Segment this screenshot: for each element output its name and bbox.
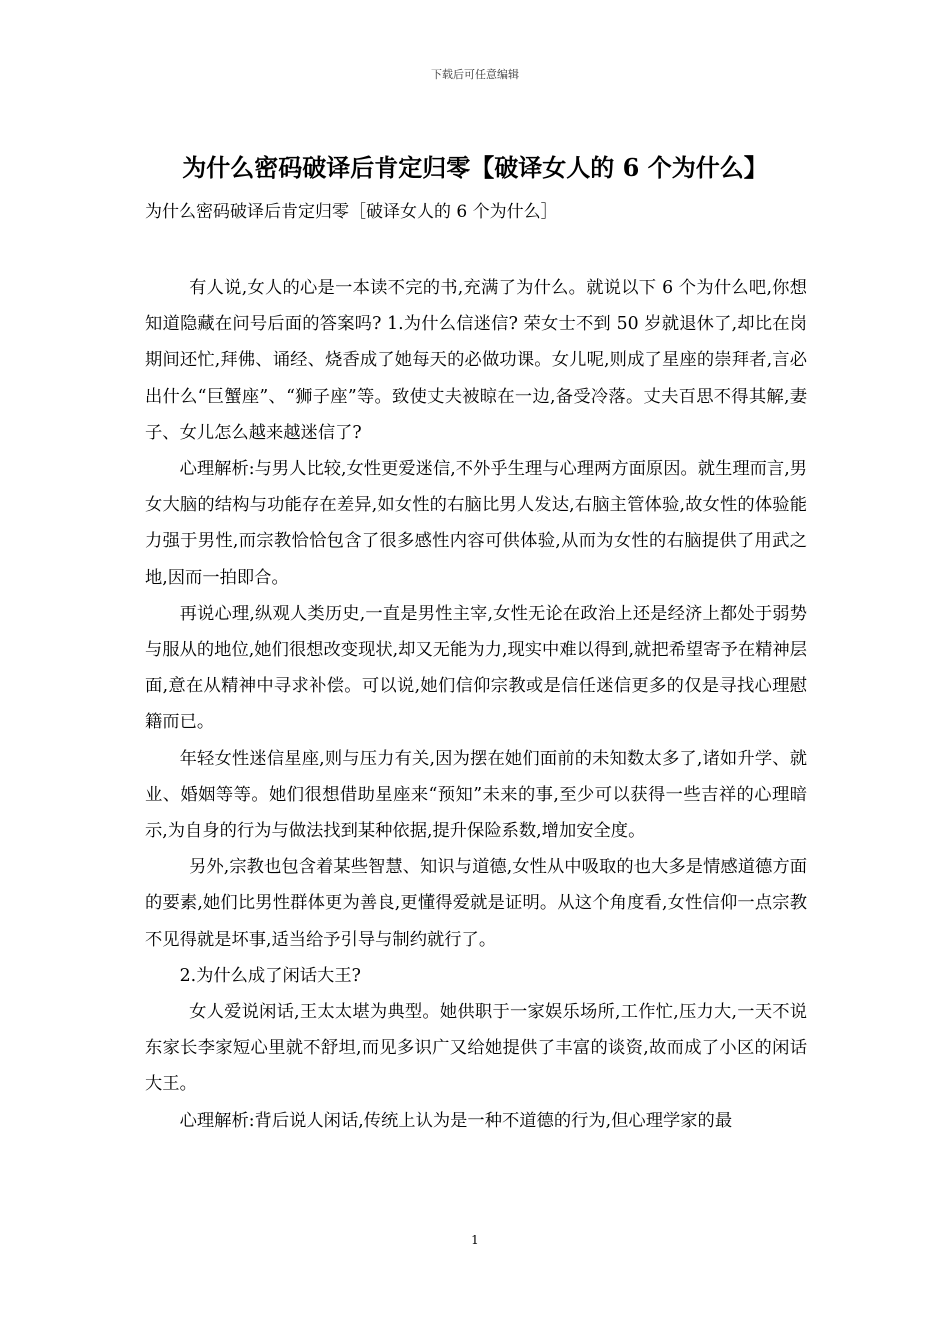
- paragraph: 心理解析:与男人比较,女性更爱迷信,不外乎生理与心理两方面原因。就生理而言,男女大脑的结构与功能存在差异,如女性的右脑比男人发达,右脑主管体验,故女性的体验能力强于男性,而宗教恰恰包含了很多感性内容可供体验,从而为女性的右脑提供了用武之地,因而一拍即合。: [145, 459, 807, 588]
- document-title: 为什么密码破译后肯定归零【破译女人的 6 个为什么】: [182, 153, 768, 182]
- paragraph: 心理解析:背后说人闲话,传统上认为是一种不道德的行为,但心理学家的最: [179, 1110, 733, 1131]
- page-number: 1: [471, 1233, 479, 1247]
- document-body: [145, 270, 807, 1139]
- paragraph: 女人爱说闲话,王太太堪为典型。她供职于一家娱乐场所,工作忙,压力大,一天不说东家长李家短心里就不舒坦,而见多识广又给她提供了丰富的谈资,故而成了小区的闲话大王。: [145, 1002, 807, 1095]
- document-subtitle: 为什么密码破译后肯定归零［破译女人的 6 个为什么］: [145, 202, 558, 222]
- paragraph: 再说心理,纵观人类历史,一直是男性主宰,女性无论在政治上还是经济上都处于弱势与服从的地位,她们很想改变现状,却又无能为力,现实中难以得到,就把希望寄予在精神层面,意在从精神中寻求补偿。可以说,她们信仰宗教或是信任迷信更多的仅是寻找心理慰籍而已。: [145, 603, 807, 733]
- paragraph: 年轻女性迷信星座,则与压力有关,因为摆在她们面前的未知数太多了,诸如升学、就业、婚姻等等。她们很想借助星座来“预知”未来的事,至少可以获得一些吉祥的心理暗示,为自身的行为与做法找到某种依据,提升保险系数,增加安全度。: [145, 748, 807, 842]
- page-header: 下载后可任意编辑: [431, 68, 519, 81]
- section-heading: 2.为什么成了闲话大王?: [179, 965, 361, 986]
- paragraph: 另外,宗教也包含着某些智慧、知识与道德,女性从中吸取的也大多是情感道德方面的要素,她们比男性群体更为善良,更懂得爱就是证明。从这个角度看,女性信仰一点宗教不见得就是坏事,适当给予引导与制约就行了。: [145, 857, 807, 950]
- paragraph: 有人说,女人的心是一本读不完的书,充满了为什么。就说以下 6 个为什么吧,你想知道隐藏在问号后面的答案吗? 1.为什么信迷信? 荣女士不到 50 岁就退休了,却比在岗期间还忙,拜佛、诵经、烧香成了她每天的必做功课。女儿呢,则成了星座的崇拜者,言必出什么“巨蟹座”、“狮子座”等。致使丈夫被晾在一边,备受冷落。丈夫百思不得其解,妻子、女儿怎么越来越迷信了?: [145, 278, 807, 443]
